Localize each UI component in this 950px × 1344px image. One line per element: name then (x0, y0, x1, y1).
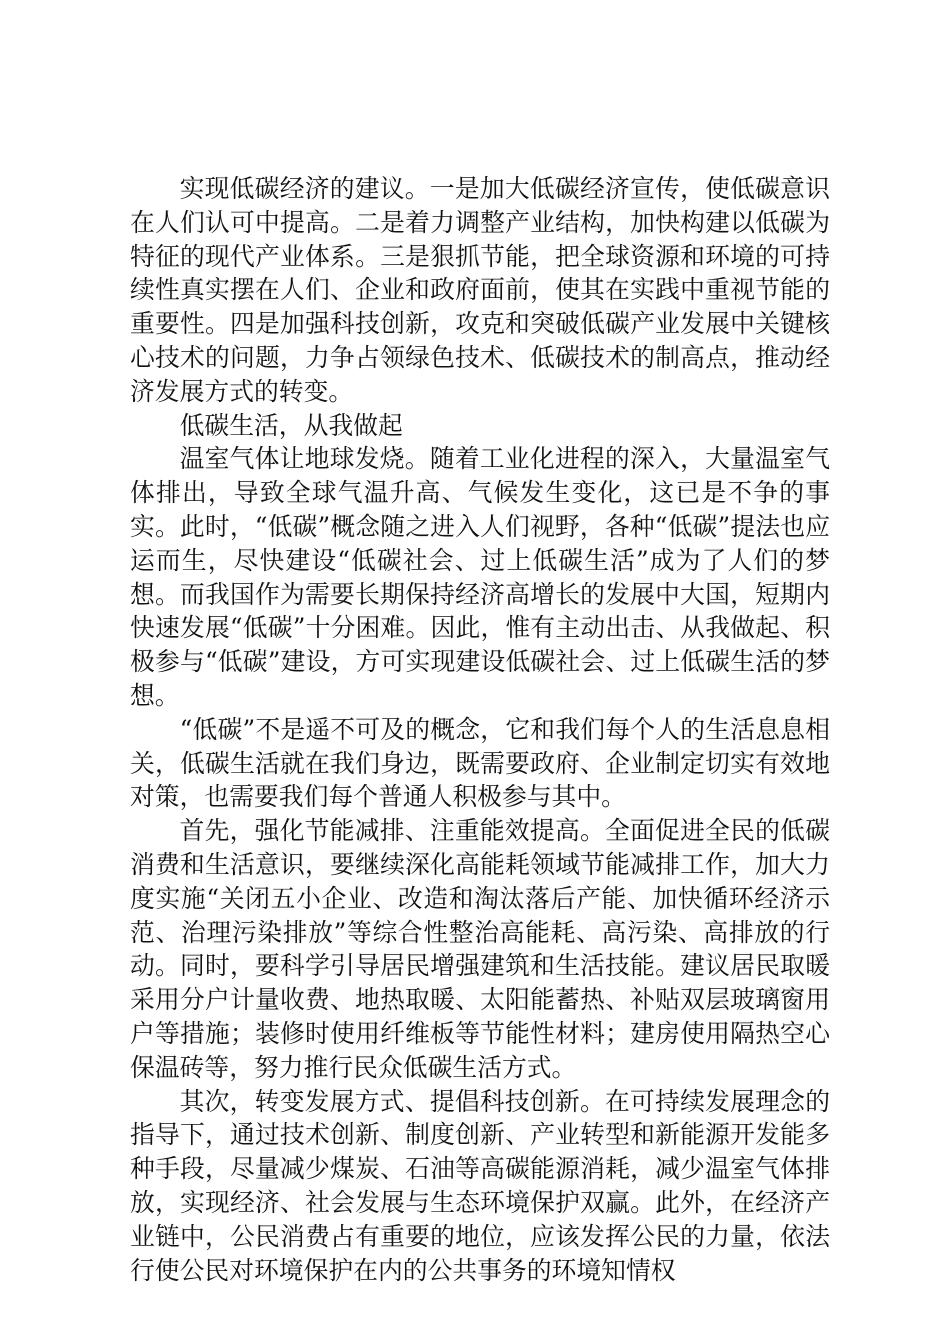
paragraph-low-carbon-economy-suggestions: 实现低碳经济的建议。一是加大低碳经济宣传，使低碳意识在人们认可中提高。二是着力调整产业结构，加快构建以低碳为特征的现代产业体系。三是狠抓节能，把全球资源和环境的可持续性真实摆在人们、企业和政府面前，使其在实践中重视节能的重要性。四是加强科技创新，攻克和突破低碳产业发展中关键核心技术的问题，力争占领绿色技术、低碳技术的制高点，推动经济发展方式的转变。 (130, 174, 830, 406)
paragraph-energy-saving: 首先，强化节能减排、注重能效提高。全面促进全民的低碳消费和生活意识，要继续深化高能耗领域节能减排工作，加大力度实施“关闭五小企业、改造和淘汰落后产能、加快循环经济示范、治理污染排放”等综合性整治高能耗、高污染、高排放的行动。同时，要科学引导居民增强建筑和生活技能。建议居民取暖采用分户计量收费、地热取暖、太阳能蓄热、补贴双层玻璃窗用户等措施；装修时使用纤维板等节能性材料；建房使用隔热空心保温砖等，努力推行民众低碳生活方式。 (130, 816, 830, 1082)
paragraph-development-innovation: 其次，转变发展方式、提倡科技创新。在可持续发展理念的指导下，通过技术创新、制度创新、产业转型和新能源开发能多种手段，尽量减少煤炭、石油等高碳能源消耗，减少温室气体排放，实现经济、社会发展与生态环境保护双赢。此外，在经济产业链中，公民消费占有重要的地位，应该发挥公民的力量，依法行使公民对环境保护在内的公共事务的环境知情权 (130, 1086, 830, 1285)
section-heading-low-carbon-life: 低碳生活，从我做起 (179, 410, 403, 440)
paragraph-greenhouse-gases: 温室气体让地球发烧。随着工业化进程的深入，大量温室气体排出，导致全球气温升高、气候发生变化，这已是不争的事实。此时，“低碳”概念随之进入人们视野，各种“低碳”提法也应运而生，尽快建设“低碳社会、过上低碳生活”成为了人们的梦想。而我国作为需要长期保持经济高增长的发展中大国，短期内快速发展“低碳”十分困难。因此，惟有主动出击、从我做起、积极参与“低碳”建设，方可实现建设低碳社会、过上低碳生活的梦想。 (130, 444, 830, 710)
paragraph-low-carbon-concept: “低碳”不是遥不可及的概念，它和我们每个人的生活息息相关，低碳生活就在我们身边，既需要政府、企业制定切实有效地对策，也需要我们每个普通人积极参与其中。 (130, 714, 830, 812)
document-page (130, 172, 830, 1287)
